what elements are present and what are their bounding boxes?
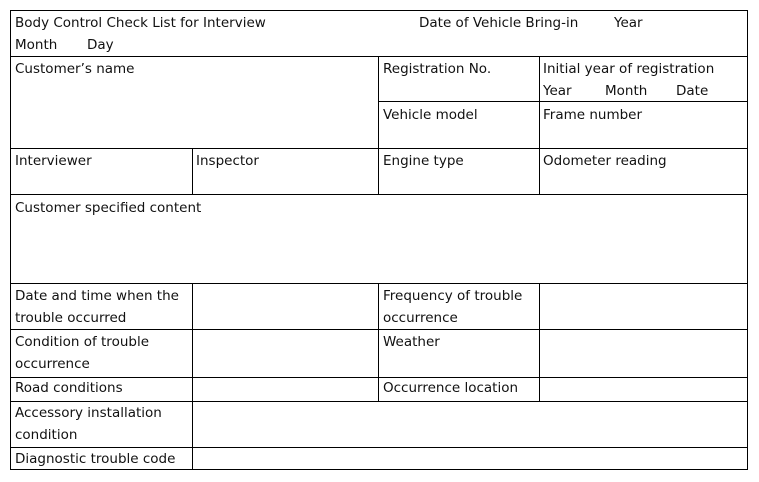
- col-line: [378, 283, 379, 401]
- engine-type-label: Engine type: [383, 153, 464, 169]
- col-line: [539, 283, 540, 401]
- inspector-label: Inspector: [196, 153, 259, 169]
- col-line: [192, 148, 193, 194]
- customer-name-label: Customer’s name: [15, 61, 135, 77]
- initial-year-date-label: Date: [676, 83, 709, 99]
- occurrence-location-label: Occurrence location: [383, 380, 519, 396]
- bring-in-date-label: Date of Vehicle Bring-in: [419, 15, 579, 31]
- customer-content-label: Customer specified content: [15, 200, 202, 216]
- trouble-date-label-line2: trouble occurred: [15, 310, 127, 326]
- row-line: [11, 447, 748, 448]
- registration-no-label: Registration No.: [383, 61, 492, 77]
- row-line: [11, 401, 748, 402]
- bring-in-month-label: Month: [15, 37, 58, 53]
- odometer-label: Odometer reading: [543, 153, 667, 169]
- check-list-form: [10, 10, 748, 470]
- row-line: [11, 194, 748, 195]
- row-line: [11, 148, 748, 149]
- col-line: [378, 56, 379, 194]
- dtc-label: Diagnostic trouble code: [15, 451, 176, 467]
- initial-year-month-label: Month: [605, 83, 648, 99]
- form-title: Body Control Check List for Interview: [15, 15, 266, 31]
- bring-in-year-label: Year: [614, 15, 643, 31]
- initial-year-year-label: Year: [543, 83, 572, 99]
- interviewer-label: Interviewer: [15, 153, 92, 169]
- col-line: [539, 56, 540, 194]
- row-line: [11, 329, 748, 330]
- trouble-date-label-line1: Date and time when the: [15, 288, 179, 304]
- row-line: [11, 56, 748, 57]
- frequency-label-line2: occurrence: [383, 310, 458, 326]
- weather-label: Weather: [383, 334, 440, 350]
- row-line: [11, 283, 748, 284]
- condition-label-line1: Condition of trouble: [15, 334, 150, 350]
- road-conditions-label: Road conditions: [15, 380, 123, 396]
- accessory-label-line2: condition: [15, 427, 78, 443]
- frame-number-label: Frame number: [543, 107, 643, 123]
- condition-label-line2: occurrence: [15, 356, 90, 372]
- frequency-label-line1: Frequency of trouble: [383, 288, 523, 304]
- bring-in-day-label: Day: [87, 37, 114, 53]
- initial-year-label: Initial year of registration: [543, 61, 715, 77]
- vehicle-model-label: Vehicle model: [383, 107, 478, 123]
- accessory-label-line1: Accessory installation: [15, 405, 162, 421]
- col-line: [192, 283, 193, 469]
